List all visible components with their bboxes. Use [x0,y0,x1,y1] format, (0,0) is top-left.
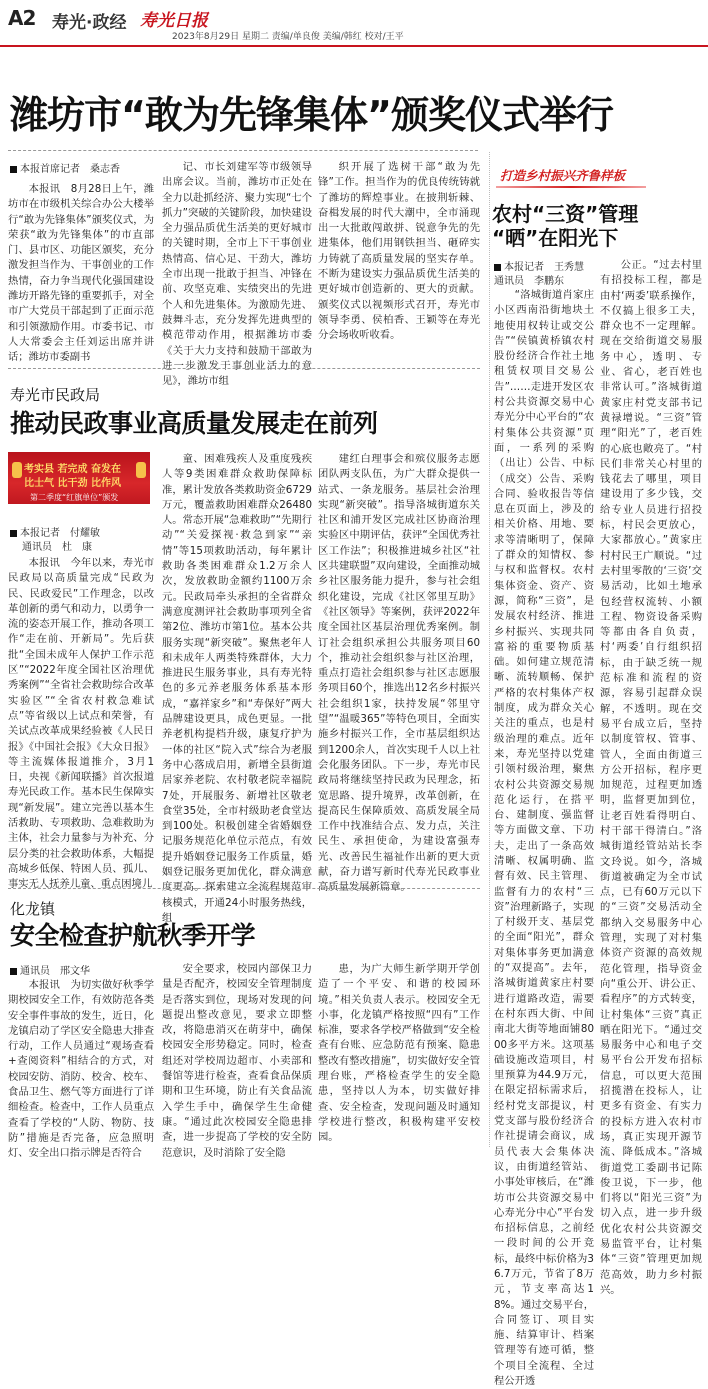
civil-kicker: 寿光市民政局 [10,386,101,404]
safety-kicker: 化龙镇 [10,900,56,918]
sidebar-column-2: 公正。“过去村里有招投标工程，都是由村‘两委’联系操作，不仅搞上很多工夫，群众也不一定理解。现在交给街道交易服务中心，透明、专业、省心，老百姓也非常认可。”洛城街道黄家庄村党支部书记黄禄增说。“三资”管理“阳光”了，老百姓的心底也敞亮了。“村民们非常关心村里的钱花去了哪里，项目建设用了多少钱，交给专业人员进行招投标，村民会更放心，大家都放心。”黄家庄村村民王广顺说。“过去村里零散的‘三资’交易活动，比如土地承包经营权流转、小额工程、物资设备采购等都由各自负责，村‘两委’自行组织招标，由于缺乏统一规范标准和流程的资源，容易引起群众误解，不透明。现在交易平台成立后，坚持以制度管权、管事、管人，全面由街道三方公开招标，程序更加规范，过程更加透明，监督更加到位，让老百姓看得明白、村干部干得清白。”洛城街道经管站站长李文玲说。如今，洛城街道被确定为全市试点，已有60万元以下的“三资”交易活动全都纳入交易服务中心管理，实现了对村集体资产资源的高效规范化管理，指导资金向“重公开、讲公正、看程序”的方式转变，让村集体“三资”真正晒在阳光下。“通过交易服务中心和电子交易平台公开发布招标信息，可以更大范围招揽潜在投标人，让更多有资金、有实力的投标方进入农村市场，真正实现开源节流、降低成本。”洛城街道党工委副书记陈俊卫说，下一步，他们将以“阳光三资”为切入点，进一步升级优化农村公共资源交易监管平台，让村集体“三资”管理更加规范高效，助力乡村振兴。 [600,259,702,1296]
civil-byline-reporter: 本报记者 付耀敏 [10,524,100,539]
newspaper-logo: 寿光日报 [140,11,208,31]
photo-text-line1: 考实县 若完成 奋发在 [24,464,121,475]
campaign-banner: 打造乡村振兴齐鲁样板 [500,166,640,188]
civil-column-2: 童、困难残疾人及重度残疾人等9类困难群众救助保障标准，累计发放各类救助资金6729万元，覆盖救助困难群众26480人。常态开展“急难救助”“先期行动”“关爱探视·救急到家”“亲情”等15项救助活动，每年累计救助各类困难群众1.2万余人次，发放救助金额约1100万余元。民政局牵头承担的全省群众满意度测评社会救助事项列全省第2位、潍坊市第1位。基本公共服务实现“新突破”。聚焦老年人和未成年人两类特殊群体，大力推进民生服务事业，具有寿光特色的多元养老服务体系基本形成，“嘉祥家乡”和“寿保好”两大品牌建设更具，成色更显。一批养老机构提档升级，康复疗护为一体的社区“院入式”综合为老服务中心落成启用，新增全县街道居家养老院、农村敬老院幸福院7处，开展服务、新增社区敬老食堂35处，全市村级助老食堂达到100处。积极创建全省婚姻登记服务规范化单位示范点，有效提升婚姻登记服务工作质量，婚姻登记服务更加优化，群众满意度更高。探索建立全流程规范审核模式，开通24小时服务热线，组 [162,453,312,924]
civil-headline: 推动民政事业高质量发展走在前列 [10,409,378,438]
safety-headline: 安全检查护航秋季开学 [10,921,256,950]
photo-text-line3: 第二季度“红旗单位”颁发 [30,493,119,502]
safety-column-2: 安全要求，校园内部保卫力量是否配齐，校园安全管理制度是否落实到位，现场对发现的问题提出整改意见，要求立即整改，将隐患消灭在萌芽中，确保校园安全形势稳定。同时，检查组还对学校周边超市、小卖部和餐馆等进行检查，查看食品保质期和卫生环境，防止有关食品流入学生手中，确保学生生命健康。“通过此次校园安全隐患排查，进一步提高了学校的安全防范意识，及时消除了安全隐 [162,963,312,1159]
masthead [0,0,708,46]
divider [8,888,480,889]
issue-info: 2023年8月29日 星期二 责编/单良俊 美编/韩红 校对/王平 [172,32,404,42]
lead-headline: 潍坊市“敢为先锋集体”颁奖仪式举行 [10,93,613,137]
sidebar-headline-line2: “晒”在阳光下 [492,226,619,250]
sidebar-column-1: “洛城街道肖家庄小区西南沿街地块土地使用权转让或交公告”“侯镇黄桥镇农村股份经济合作社土地租赁权项目交易公告”……走进开发区农村公共资源交易中心寿光分中心平台的“农村集体公共资源”页面，一系列的采购（出让）公告、中标（成交）公告、采购合同、验收报告等信息在页面上，涉及的相关价格、用地、要求等清晰明了，保障了群众的知情权、参与权和监督权。农村集体资金、资产、资源，简称“三资”，是发展农村经济、推进乡村振兴、实现共同富裕的重要物质基础。如何建立规范清晰、流转顺畅、保护严格的农村集体产权制度，成为群众关心关注的重点，也是村级治理的难点。近年来，寿光坚持以党建引领村级治理，聚焦农村公共资源交易规范化运行，在搭平台、建制度、强监督等方面做文章、下功夫，走出了一条高效清晰、权属明确、监督有效、民主管理、监督有力的农村“三资”治理新路子，实现了村级开支、基层党的全面“阳光”，群众对集体事务更加满意的“双提高”。去年，洛城街道黄家庄村要进行道路改造，需要在村东西大街、中间南北大街等地面铺8000多平方米。这项基础设施改造项目，村里预算为44.9万元，在限定招标需求后，经村党支部提议，村党支部与股份经济合作社提请会商议，成员代表大会集体决议，由街道经管站、小事处审核后，在“潍坊市公共资源交易中心寿光分中心”平台发布招标信息，之前经一段时间的公开竞标，最终中标价格为36.7万元，节省了8万元，节支率高达18%。通过交易平台，合同签订、项目实施、结算审计、档案管理等有迹可循，整个项目全流程、全过程公开透 [494,289,594,1388]
sidebar-headline-line1: 农村“三资”管理 [492,202,639,226]
sidebar-byline-correspondent: 通讯员 李鹏东 [494,276,564,287]
column-divider [489,152,490,1147]
page-number: A2 [8,6,36,30]
sidebar-byline-reporter: 本报记者 王秀慧 [494,258,584,273]
lead-column-3: 织开展了选树干部“敢为先锋”工作。担当作为的优良传统铸就了潍坊的辉煌事业。在披荆斩棘、奋楫发展的时代大潮中，全市涌现出一大批敢闯敢拼、锐意争先的先进集体，他们用钢铁担当、砸碎实力铸就了高质量发展的坚实存单。不断为建设实力强品质优生活美的更好城市创造新的、更大的贡献。颁奖仪式以视频形式召开，寿光市领导李勇、侯柏香、王颖等在寿光分会场收听收看。 [318,161,480,342]
divider [8,368,480,369]
safety-column-3: 患，为广大师生新学期开学创造了一个平安、和谐的校园环境。”相关负责人表示。校园安全无小事，化龙镇严格按照“四有”工作标准，要求各学校严格做到“安全检查有台账、应急防范有预案、隐患整改有整改措施”，切实做好安全管理台账，严格检查学生的安全隐患，坚持以人为本，切实做好排查、安全检查，发现问题及时通知学校进行整改，积极构建平安校园。 [318,963,480,1144]
civil-byline-correspondent: 通讯员 杜 康 [22,542,92,553]
photo-text-line2: 比士气 比干劲 比作风 [24,478,121,489]
award-photo [8,452,150,504]
header-rule [0,45,708,47]
lead-column-1: 本报讯 8月28日上午，潍坊市在市级机关综合办公大楼举行“敢为先锋集体”颁奖仪式，为荣获“敢为先锋集体”的市直部门、县市区、功能区颁奖，充分激发担当作为、干事创业的工作热情，奋力争当现代化强国建设潍坊开路先锋的重要抓手，对全市广大党员干部起到了正面示范和引领激励作用。市委书记、市人大常委会主任刘运出席并讲话；潍坊市委副书 [8,183,154,364]
civil-column-1: 本报讯 今年以来，寿光市民政局以高质量完成“民政为民、民政爱民”工作理念，以改革创新的勇气和动力，以勇争一流的姿态开展工作，推动各项工作“走在前、开新局”。先后获批“全国未成年人保护工作示范区”“2022年度全国社区治理优秀案例”“全省社会救助综合改革实验区”“全省农村救急难试点”等省级以上试点和荣誉，有关试点改革成果经验被《人民日报》《中国社会报》《大众日报》等主流媒体报道推介，3月1日，央视《新闻联播》首次报道寿光民政工作。基本民生保障实现“新发展”。建立完善以基本生活救助、专项救助、急难救助为主体，社会力量参与为补充、分层分类的社会救助体系，大幅提高城乡低保、特困人员、孤儿、事实无人抚养儿童、重点困境儿 [8,557,154,891]
divider [8,150,478,151]
lantern-icon [136,462,146,478]
lead-byline: 本报首席记者 桑志香 [10,160,120,175]
section-name: 寿光·政经 [52,13,127,33]
lantern-icon [12,462,22,478]
civil-column-3: 建红白理事会和殡仪服务志愿团队两支队伍，为广大群众提供一站式、一条龙服务。基层社会治理实现“新突破”。指导洛城街道东关社区和浦开发区完成社区协商治理实验区中期评估，获评“全国优秀社区工作法”；积极推进城乡社区“社区共建联盟”双向建设，全面推动城乡社区服务能力提升，参与社会组织化建设，完成《社区邻里互助》《社区领导》等案例，获评2022年度全国社区基层治理优秀案例。制订社会组织承担公共服务项目60个，推动社会组织参与社区治理，重点打造社会组织参与社区志愿服务项目60个，推选出12名乡村振兴社会组织1家，扶持发展“邻里守望”“温暖365”等特色项目，全面实施乡村振兴工作，全市基层组织达到1200余人，首次实现千人以上社会化服务团队。下一步，寿光市民政局将继续坚持民政为民理念，拓宽思路、提升境界，改革创新，在提高民生保障质效、高质发展全局工作中找准结合点、发力点，关注民生、承担使命，为建设富强寿光、改善民生福祉作出新的更大贡献，奋力谱写新时代寿光民政事业高质量发展新篇章。 [318,453,480,894]
safety-byline: 通讯员 邢文华 [10,962,90,977]
safety-column-1: 本报讯 为切实做好秋季学期校园安全工作，有效防范各类安全事件事故的发生，近日，化龙镇启动了学区安全隐患大排查行动，工作人员通过“观场查看+查阅资料”相结合的方式，对校园安防、消防、校舍、校车、食品卫生、燃气等方面进行了详细检查。检查中，工作人员重点查看了学校的“人防、物防、技防”措施是否完备，应急照明灯、安全出口指示牌是否符合 [8,979,154,1160]
lead-column-2: 记、市长刘建军等市级领导出席会议。当前，潍坊市正处在全力以赴抓经济、聚力实现“七个抓力”突破的关键阶段，加快建设全力强品质优生活美的更好城市的关键时期，全市上下干事创业热情高、信心足、干劲大，潍坊全市出现一批敢于担当、冲锋在前、攻坚克难、实绩突出的先进个人和先进集体。为激励先进、鼓舞斗志，充分发挥先进典型的模范带动作用，根据潍坊市委《关于大力支持和鼓励干部敢为进一步激发干事创业活力的意见》，潍坊市组 [162,161,312,388]
